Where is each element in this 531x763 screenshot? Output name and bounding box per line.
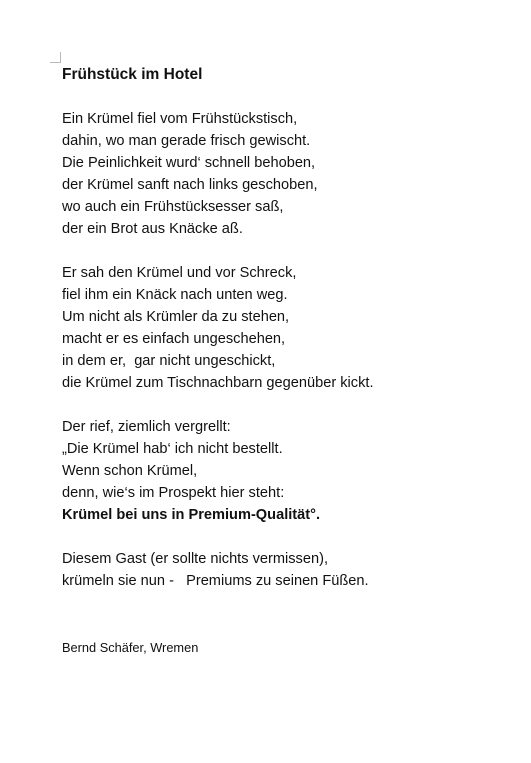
stanza-2 (62, 262, 374, 394)
stanza-4 (62, 548, 369, 592)
poem-line: krümeln sie nun - Premiums zu seinen Füßen. (62, 573, 369, 589)
poem-line: Um nicht als Krümler da zu stehen, (62, 309, 290, 325)
poem-line: Er sah den Krümel und vor Schreck, (62, 265, 297, 281)
stanza-1 (62, 108, 318, 240)
poem-line: denn, wie‘s im Prospekt hier steht: (62, 485, 285, 501)
poem-line: Die Peinlichkeit wurd‘ schnell behoben, (62, 155, 316, 171)
text-boundary-corner-mark (50, 52, 61, 63)
poem-line: wo auch ein Frühstücksesser saß, (62, 199, 284, 215)
poem-line: der ein Brot aus Knäcke aß. (62, 221, 243, 237)
author-credit: Bernd Schäfer, Wremen (62, 640, 199, 655)
poem-line: in dem er, gar nicht ungeschickt, (62, 353, 276, 369)
poem-line: fiel ihm ein Knäck nach unten weg. (62, 287, 288, 303)
poem-line: macht er es einfach ungeschehen, (62, 331, 286, 347)
stanza-3 (62, 416, 320, 526)
poem-line: der Krümel sanft nach links geschoben, (62, 177, 318, 193)
poem-title: Frühstück im Hotel (62, 66, 203, 83)
poem-line: Ein Krümel fiel vom Frühstückstisch, (62, 111, 298, 127)
poem-line-emphasis: Krümel bei uns in Premium-Qualität°. (62, 507, 321, 523)
poem-line: „Die Krümel hab‘ ich nicht bestellt. (62, 441, 283, 457)
poem-line: Der rief, ziemlich vergrellt: (62, 419, 231, 435)
poem-line: Diesem Gast (er sollte nichts vermissen), (62, 551, 329, 567)
poem-line: die Krümel zum Tischnachbarn gegenüber kickt. (62, 375, 374, 391)
poem-line: dahin, wo man gerade frisch gewischt. (62, 133, 311, 149)
poem-line: Wenn schon Krümel, (62, 463, 198, 479)
